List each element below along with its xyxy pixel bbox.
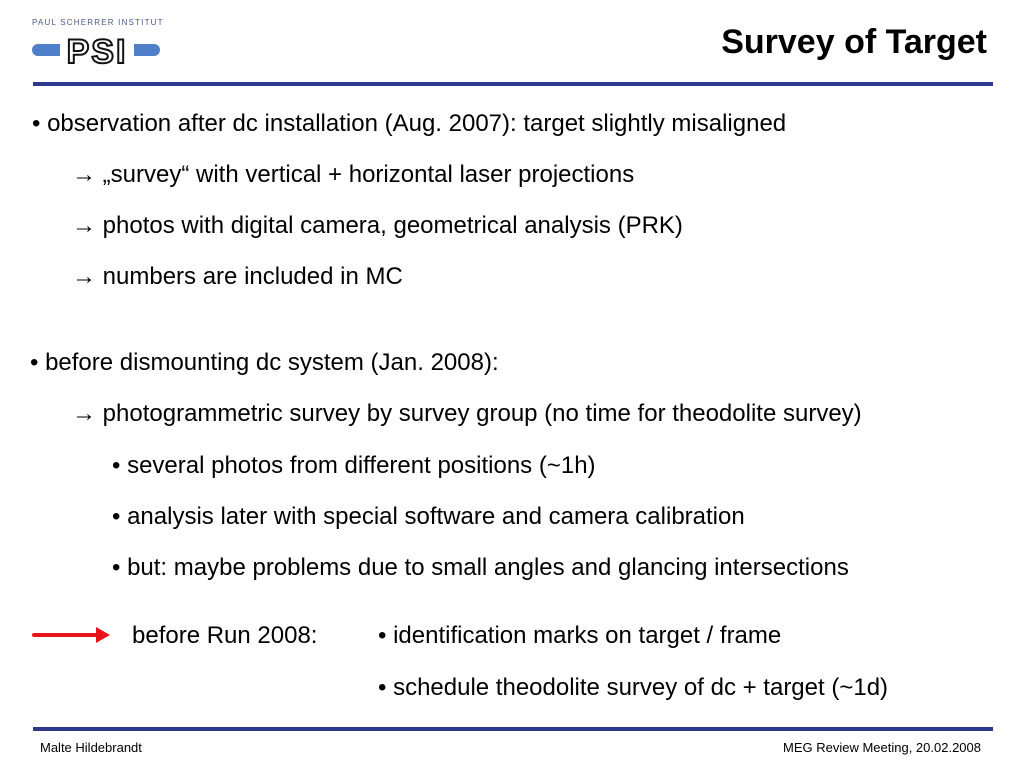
sub-sub-item-analysis-later: • analysis later with special software and camera calibration <box>112 503 745 530</box>
sub-item-photos: → photos with digital camera, geometrical analysis (PRK) <box>72 212 683 239</box>
bullet-observation: • observation after dc installation (Aug. 2007): target slightly misaligned <box>32 110 787 137</box>
footer-author: Malte Hildebrandt <box>40 740 142 755</box>
sub-item-survey-laser: → „survey“ with vertical + horizontal laser projections <box>72 161 635 188</box>
sub-sub-item-problems: • but: maybe problems due to small angles and glancing intersections <box>112 554 849 581</box>
sub-item-photogrammetric: → photogrammetric survey by survey group (no time for theodolite survey) <box>72 400 862 427</box>
before-run-label: before Run 2008: <box>132 622 318 649</box>
todo-schedule-survey: • schedule theodolite survey of dc + target (~1d) <box>378 674 889 701</box>
sub-sub-item-several-photos: • several photos from different positions (~1h) <box>112 452 596 479</box>
psi-logo-graphic <box>32 30 160 70</box>
bullet-before-dismounting: • before dismounting dc system (Jan. 2008): <box>30 349 499 376</box>
header-rule <box>33 82 993 86</box>
todo-identification-marks: • identification marks on target / frame <box>378 622 782 649</box>
footer-rule <box>33 727 993 731</box>
sub-item-numbers-mc: → numbers are included in MC <box>72 263 403 290</box>
slide-title: Survey of Target <box>721 23 987 61</box>
logo-caption: PAUL SCHERRER INSTITUT <box>32 18 164 27</box>
footer-event: MEG Review Meeting, 20.02.2008 <box>783 740 981 755</box>
psi-logo <box>32 18 162 70</box>
logo-text: PSI <box>66 33 128 70</box>
arrow-right-icon <box>32 624 112 646</box>
